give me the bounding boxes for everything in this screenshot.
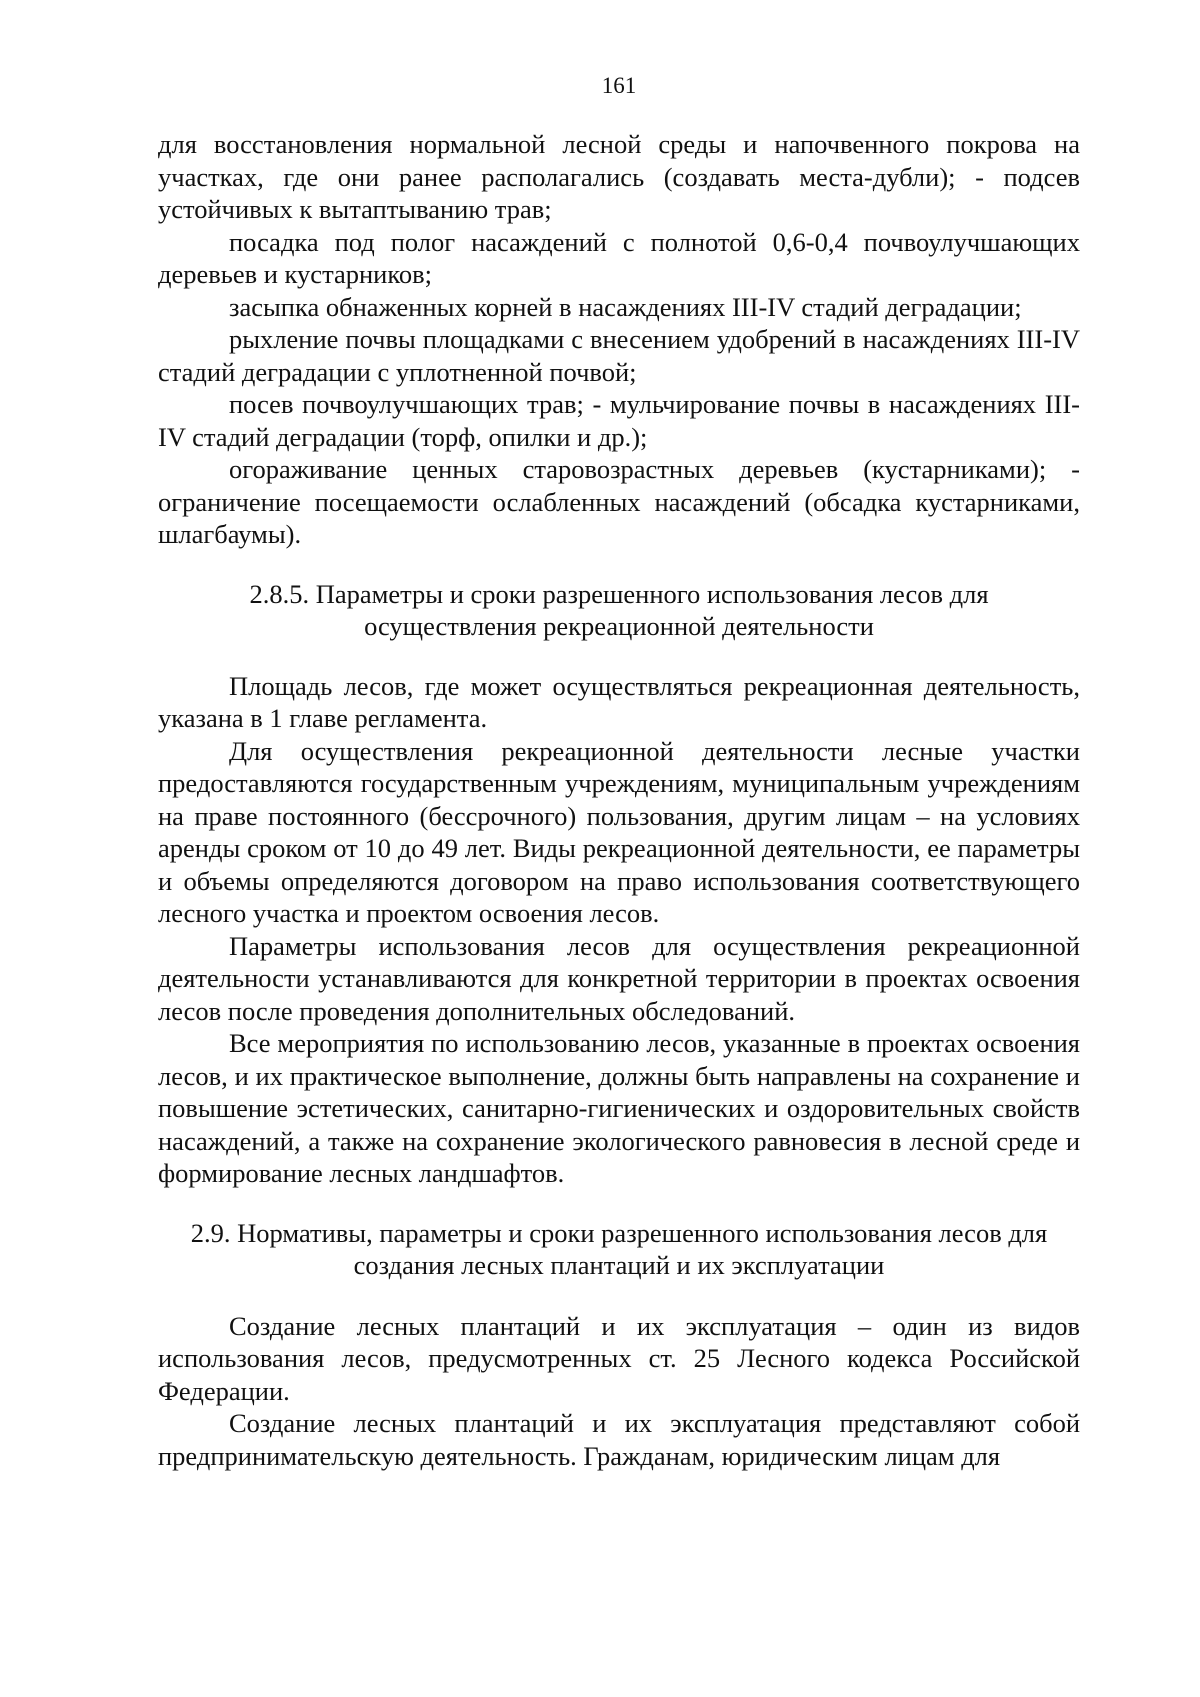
measure-item: посадка под полог насаждений с полнотой 0,6-0,4 почвоулучшающих деревьев и кустарников; [158, 226, 1080, 289]
section-heading-line: 2.9. Нормативы, параметры и сроки разрешенного использования лесов для [190, 1217, 1048, 1248]
page-content [158, 128, 1080, 1472]
section-heading-line: 2.8.5. Параметры и сроки разрешенного использования лесов для [249, 578, 989, 609]
measure-item: рыхление почвы площадками с внесением удобрений в насаждениях III-IV стадий деградации с уплотненной почвой; [158, 324, 1080, 387]
page-number: 161 [601, 73, 637, 98]
body-paragraph: Для осуществления рекреационной деятельности лесные участки предоставляются государственным учреждениям, муниципальным учреждениям на праве постоянного (бессрочного) пользования, другим лицам – на условиях аренды сроком от 10 до 49 лет. Виды рекреационной деятельности, ее параметры и объемы определяются договором на право использования соответствующего лесного участка и проектом освоения лесов. [158, 735, 1080, 928]
body-paragraph: Создание лесных плантаций и их эксплуатация представляют собой предпринимательскую деятельность. Гражданам, юридическим лицам для [158, 1408, 1080, 1471]
section-heading-line: создания лесных плантаций и их эксплуатации [353, 1250, 885, 1280]
body-paragraph: Создание лесных плантаций и их эксплуатация – один из видов использования лесов, предусмотренных ст. 25 Лесного кодекса Российской Федерации. [158, 1310, 1080, 1406]
body-paragraph: Параметры использования лесов для осуществления рекреационной деятельности устанавливаются для конкретной территории в проектах освоения лесов после проведения дополнительных обследований. [158, 930, 1080, 1026]
body-paragraph: Все мероприятия по использованию лесов, указанные в проектах освоения лесов, и их практическое выполнение, должны быть направлены на сохранение и повышение эстетических, санитарно-гигиенических и оздоровительных свойств насаждений, а также на сохранение экологического равновесия в лесной среде и формирование лесных ландшафтов. [158, 1028, 1080, 1188]
section-heading-2-8-5 [158, 578, 1080, 643]
body-paragraph: Площадь лесов, где может осуществляться рекреационная деятельность, указана в 1 главе регламента. [158, 670, 1080, 733]
intro-paragraph: для восстановления нормальной лесной среды и напочвенного покрова на участках, где они ранее располагались (создавать места-дубли); - подсев устойчивых к вытаптыванию трав; [158, 129, 1080, 224]
measure-item: посев почвоулучшающих трав; - мульчирование почвы в насаждениях III-IV стадий деградации (торф, опилки и др.); [158, 389, 1080, 452]
section-heading-line: осуществления рекреационной деятельности [364, 611, 874, 641]
section-heading-2-9 [158, 1217, 1080, 1282]
measure-item: засыпка обнаженных корней в насаждениях III-IV стадий деградации; [229, 291, 1022, 322]
measure-item: огораживание ценных старовозрастных деревьев (кустарниками); - ограничение посещаемости ослабленных насаждений (обсадка кустарниками, шлагбаумы). [158, 454, 1080, 549]
